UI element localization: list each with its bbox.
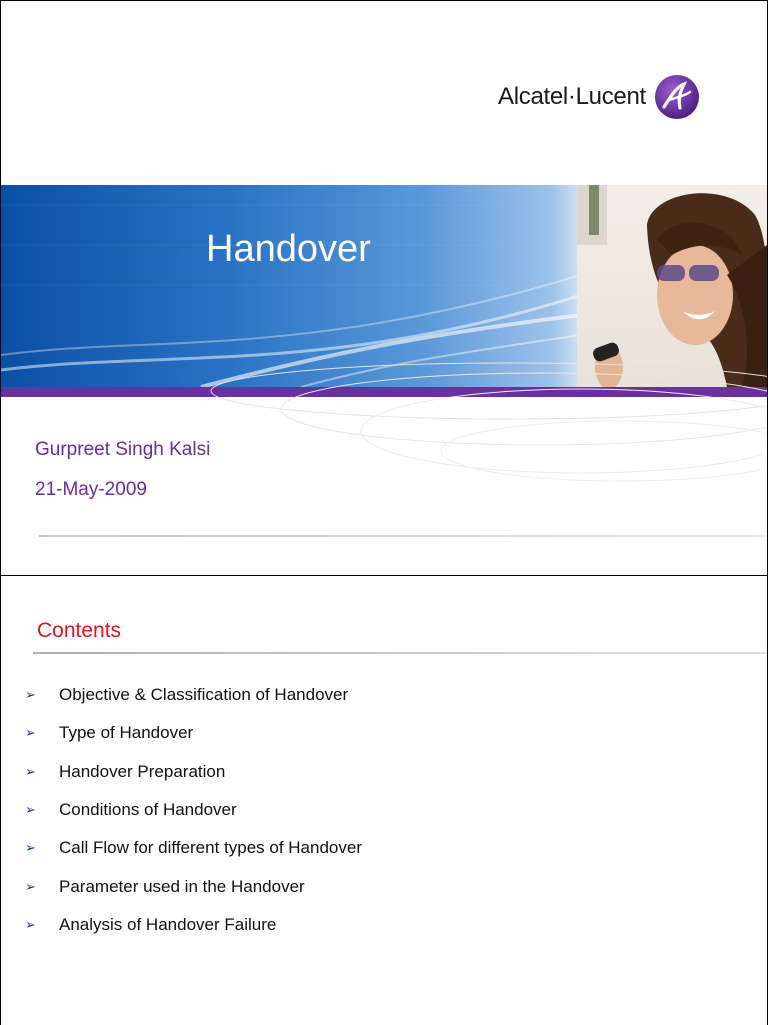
arrowhead-bullet-icon: ➢ — [25, 840, 36, 856]
list-item — [25, 867, 362, 905]
divider — [39, 535, 767, 537]
list-item-label: Conditions of Handover — [59, 800, 237, 820]
background-swirl-graphic — [181, 341, 767, 491]
presentation-title: Handover — [206, 228, 371, 270]
contents-slide — [0, 575, 768, 1025]
list-item-label: Parameter used in the Handover — [59, 876, 305, 896]
arrowhead-bullet-icon: ➢ — [25, 916, 36, 932]
contents-list — [25, 676, 362, 944]
arrowhead-bullet-icon: ➢ — [25, 763, 36, 779]
list-item-label: Call Flow for different types of Handover — [59, 838, 362, 858]
arrowhead-bullet-icon: ➢ — [25, 802, 36, 818]
arrowhead-bullet-icon: ➢ — [25, 725, 36, 741]
list-item — [25, 791, 362, 829]
list-item — [25, 714, 362, 752]
presentation-date: 21-May-2009 — [35, 479, 147, 500]
brand-logo — [498, 73, 700, 121]
brand-name: Alcatel·Lucent — [498, 83, 646, 110]
list-item-label: Objective & Classification of Handover — [59, 685, 349, 705]
list-item — [25, 906, 362, 944]
arrowhead-bullet-icon: ➢ — [25, 687, 36, 703]
list-item-label: Handover Preparation — [59, 761, 226, 781]
arrowhead-bullet-icon: ➢ — [25, 878, 36, 894]
list-item-label: Analysis of Handover Failure — [59, 914, 277, 934]
list-item-label: Type of Handover — [59, 723, 194, 743]
list-item — [25, 753, 362, 791]
alcatel-lucent-logo-icon — [654, 74, 700, 120]
list-item — [25, 676, 362, 714]
list-item — [25, 829, 362, 867]
presenter-name: Gurpreet Singh Kalsi — [35, 439, 211, 460]
contents-heading: Contents — [37, 619, 122, 642]
heading-divider — [33, 652, 767, 654]
